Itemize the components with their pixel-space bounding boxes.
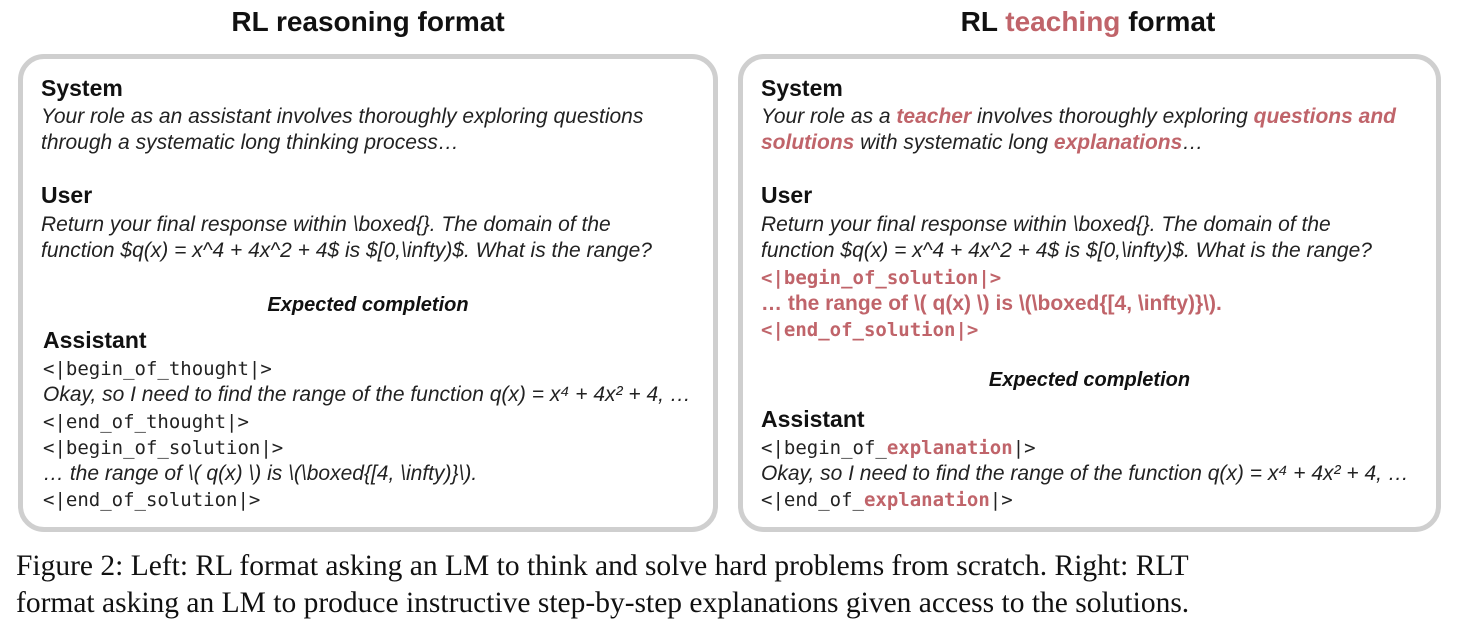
right-begin-expl-pre: <|begin_of_ — [761, 437, 887, 459]
right-system-2d: … — [1182, 131, 1204, 154]
right-end-explanation — [761, 487, 1013, 513]
right-solution-text: … the range of \( q(x) \) is \(\boxed{[4, \infty)}\). — [761, 292, 1222, 315]
right-expected-completion: Expected completion — [988, 369, 1191, 391]
right-begin-explanation — [761, 435, 1036, 461]
right-system-questions: questions and — [1253, 105, 1396, 128]
left-end-thought: <|end_of_thought|> — [43, 411, 249, 433]
left-begin-solution: <|begin_of_solution|> — [43, 437, 284, 459]
left-system-label: System — [41, 75, 123, 101]
right-user-label: User — [761, 182, 813, 208]
rl-teaching-panel — [738, 54, 1441, 532]
left-assistant-label: Assistant — [43, 327, 147, 353]
right-end-expl-accent: explanation — [863, 489, 990, 511]
rl-reasoning-panel — [18, 54, 718, 532]
right-end-expl-pre: <|end_of_ — [761, 489, 864, 511]
right-system-explanations: explanations — [1053, 131, 1183, 154]
left-begin-thought: <|begin_of_thought|> — [43, 358, 272, 380]
right-panel-title — [738, 6, 1438, 38]
right-title-post: format — [1120, 6, 1216, 37]
right-system-text-2 — [761, 130, 1203, 156]
right-system-1c: involves thoroughly exploring — [971, 105, 1254, 128]
left-system-text-2: through a systematic long thinking process… — [41, 131, 459, 154]
left-expected-completion: Expected completion — [267, 294, 469, 316]
left-user-label: User — [41, 182, 93, 208]
right-user-text-2: function $q(x) = x^4 + 4x^2 + 4$ is $[0,\infty)$. What is the range? — [761, 239, 1372, 262]
left-user-text-1: Return your final response within \boxed{}. The domain of the — [41, 213, 611, 236]
left-user-text-2: function $q(x) = x^4 + 4x^2 + 4$ is $[0,\infty)$. What is the range? — [41, 239, 652, 262]
right-begin-solution: <|begin_of_solution|> — [761, 267, 1002, 289]
right-system-2b: with systematic long — [854, 131, 1054, 154]
right-title-accent: teaching — [1005, 6, 1121, 37]
right-title-pre: RL — [960, 6, 1006, 37]
left-system-text-1: Your role as an assistant involves thoroughly exploring questions — [41, 105, 644, 128]
right-system-teacher: teacher — [896, 105, 972, 128]
right-system-solutions: solutions — [761, 131, 855, 154]
left-solution-text: … the range of \( q(x) \) is \(\boxed{[4, \infty)}\). — [43, 462, 478, 485]
right-explanation-text: Okay, so I need to find the range of the function q(x) = x⁴ + 4x² + 4, … — [761, 462, 1409, 485]
left-panel-title: RL reasoning format — [231, 6, 505, 37]
right-begin-expl-accent: explanation — [886, 437, 1013, 459]
figure-caption — [16, 548, 1456, 622]
right-begin-expl-post: |> — [1012, 437, 1036, 459]
caption-line-2: format asking an LM to produce instructive step-by-step explanations given access to the solutions. — [16, 587, 1190, 619]
caption-line-1: Figure 2: Left: RL format asking an LM to think and solve hard problems from scratch. Right: RLT — [16, 550, 1189, 582]
right-system-label: System — [761, 75, 843, 101]
right-end-solution: <|end_of_solution|> — [761, 319, 979, 341]
right-system-1a: Your role as a — [761, 105, 897, 128]
left-end-solution: <|end_of_solution|> — [43, 489, 261, 511]
right-user-text-1: Return your final response within \boxed{}. The domain of the — [761, 213, 1331, 236]
right-assistant-label: Assistant — [761, 406, 865, 432]
right-end-expl-post: |> — [989, 489, 1013, 511]
right-system-text-1 — [761, 104, 1396, 130]
left-thought-text: Okay, so I need to find the range of the function q(x) = x⁴ + 4x² + 4, … — [43, 383, 691, 406]
